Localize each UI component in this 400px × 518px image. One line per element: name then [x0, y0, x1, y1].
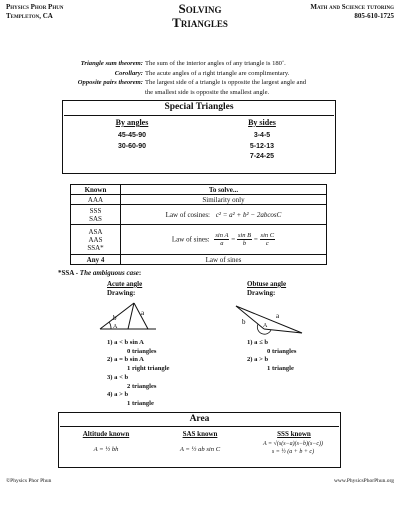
case-result: 0 triangles	[127, 347, 157, 355]
acute-triangle-drawing	[98, 298, 178, 336]
table-row	[71, 195, 327, 205]
theorem-text: The sum of the interior angles of any triangle is 180˚.	[145, 60, 286, 67]
header-tagline: Math and Science tutoring	[310, 3, 394, 11]
header-phone: 805-610-1725	[354, 12, 394, 20]
theorem-text-line1: The largest side of a triangle is opposite the largest angle and	[145, 79, 307, 86]
ambiguous-title-text: The ambiguous case	[79, 269, 139, 277]
heron-formula: A = √(s(s−a)(s−b)(s−c))	[262, 441, 324, 447]
case-result: 1 triangle	[267, 365, 294, 373]
theorem-row	[0, 59, 400, 69]
theorem-name: Corollary:	[114, 69, 143, 77]
known-item: SSS	[89, 206, 102, 215]
by-angles-header: By angles	[115, 118, 149, 127]
obtuse-cases	[247, 339, 297, 374]
divider	[64, 115, 334, 116]
solve-cell	[121, 225, 327, 255]
known-cell	[71, 205, 121, 225]
table-header-solve: To solve...	[121, 185, 327, 195]
known-cell	[71, 225, 121, 255]
ambiguous-prefix: *SSA -	[58, 269, 80, 277]
law-of-cosines-formula: c² = a² + b² − 2abcosC	[215, 210, 282, 219]
fraction	[214, 232, 229, 247]
by-angles-list	[97, 131, 167, 152]
area-col-sss-header: SSS known	[277, 430, 311, 438]
label-angle-A: A	[113, 324, 118, 330]
solve-cell	[121, 205, 327, 225]
ambiguous-case-title	[58, 269, 141, 277]
case-result: 1 right triangle	[127, 365, 170, 373]
page-title-line1: Solving	[178, 1, 222, 16]
acute-cases	[107, 339, 170, 409]
theorem-row	[0, 78, 400, 97]
table-header-known: Known	[71, 185, 121, 195]
case-result: 2 triangles	[127, 382, 157, 390]
equals-sign: =	[253, 235, 258, 244]
header-location: Templeton, CA	[6, 12, 53, 20]
case-condition: 1) a < b sin A	[107, 339, 144, 346]
fraction-denominator: a	[220, 240, 224, 247]
table-row	[71, 255, 327, 265]
fraction-numerator: sin B	[237, 232, 252, 239]
label-angle-A: A	[263, 323, 268, 329]
obtuse-drawing-label: Drawing:	[247, 289, 276, 297]
known-item: AAS	[88, 235, 103, 244]
ambiguous-suffix: :	[138, 269, 142, 277]
table-row	[71, 205, 327, 225]
area-sss-formula	[245, 440, 341, 456]
known-cell: Any 4	[71, 255, 121, 265]
fraction-denominator: b	[242, 240, 247, 247]
area-title: Area	[189, 414, 210, 424]
case-condition: 2) a = b sin A	[107, 356, 144, 364]
fraction-numerator: sin A	[215, 232, 229, 239]
special-triangles-box	[62, 100, 336, 174]
case-result: 1 triangle	[127, 399, 154, 407]
angle-arc	[109, 322, 111, 329]
case-condition: 4) a > b	[107, 391, 129, 399]
solve-cell: Similarity only	[121, 195, 327, 205]
list-item: 30-60-90	[117, 142, 147, 150]
footer-website-link[interactable]: www.PhysicsPhorPhun.org	[333, 478, 394, 484]
area-box	[58, 412, 341, 468]
theorem-name: Opposite pairs theorem:	[77, 79, 143, 86]
triangle-side-b	[236, 306, 264, 329]
table-row	[71, 225, 327, 255]
theorem-row	[0, 69, 400, 79]
case-condition: 2) a > b	[247, 356, 269, 364]
obtuse-angle-header: Obtuse angle	[247, 280, 287, 288]
area-col-sas-header: SAS known	[182, 430, 218, 438]
case-result: 0 triangles	[267, 347, 297, 355]
list-item: 45-45-90	[117, 132, 147, 139]
page-title-line2: Triangles	[172, 15, 228, 30]
list-item: 7-24-25	[249, 153, 275, 160]
known-item: SSA*	[87, 243, 104, 252]
theorem-text-line2: the smallest side is opposite the smallest angle.	[145, 88, 270, 96]
header-left	[6, 3, 63, 21]
solve-cell: Law of sines	[121, 255, 327, 265]
law-of-cosines-label: Law of cosines:	[165, 210, 210, 219]
equals-sign: =	[231, 235, 236, 244]
known-item: ASA	[88, 227, 103, 236]
case-condition: 1) a ≤ b	[247, 339, 269, 346]
fraction	[260, 232, 276, 247]
theorems-block	[0, 59, 400, 97]
special-triangles-title: Special Triangles	[164, 102, 234, 112]
area-col-altitude-header: Altitude known	[82, 430, 130, 438]
fraction-denominator: c	[265, 240, 269, 247]
divider	[60, 426, 339, 427]
footer-copyright: ©Physics Phor Phun	[6, 478, 52, 484]
fraction	[237, 232, 252, 247]
law-of-sines-label: Law of sines:	[171, 235, 210, 244]
page-title	[130, 2, 270, 30]
by-sides-list	[227, 131, 297, 163]
by-sides-header: By sides	[248, 118, 276, 127]
semiperimeter-formula: s = ½ (a + b + c)	[271, 449, 315, 455]
theorem-text: The acute angles of a right triangle are complimentary.	[145, 69, 290, 77]
triangle-side-c	[236, 306, 302, 333]
header-right	[310, 3, 394, 21]
known-cell: AAA	[71, 195, 121, 205]
label-a: a	[276, 312, 280, 320]
obtuse-triangle-drawing	[232, 298, 312, 338]
label-a: a	[141, 309, 145, 317]
header-org: Physics Phor Phun	[6, 3, 64, 11]
acute-angle-header: Acute angle	[107, 280, 143, 288]
solve-table	[70, 184, 327, 265]
label-b: b	[113, 314, 117, 322]
area-sas-formula: A = ½ ab sin C	[179, 446, 221, 453]
area-altitude-formula: A = ½ bh	[93, 446, 119, 453]
list-item: 5-12-13	[249, 142, 275, 150]
case-condition: 3) a < b	[107, 373, 129, 381]
label-b: b	[242, 318, 246, 326]
table-header-row	[71, 185, 327, 195]
theorem-text	[145, 78, 306, 97]
known-item: SAS	[89, 214, 102, 223]
list-item: 3-4-5	[253, 132, 271, 139]
acute-drawing-label: Drawing:	[107, 289, 136, 297]
theorem-name: Triangle sum theorem:	[80, 60, 143, 67]
fraction-numerator: sin C	[260, 232, 275, 239]
